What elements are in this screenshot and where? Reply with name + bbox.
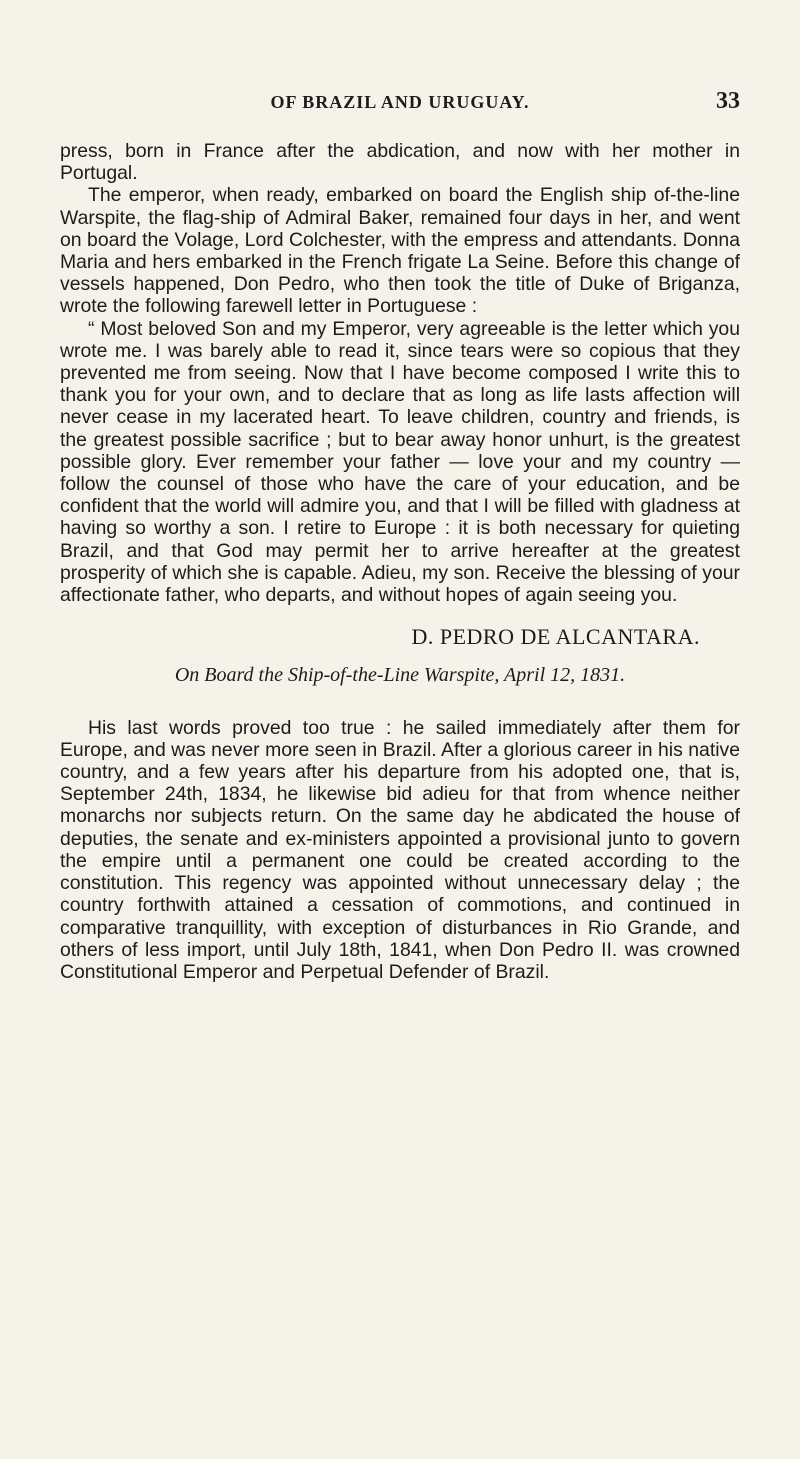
paragraph-continuation: press, born in France after the abdication, and now with her mother in Portugal. xyxy=(60,140,740,185)
running-head xyxy=(60,84,740,124)
letter-dateline: On Board the Ship-of-the-Line Warspite, April 12, 1831. xyxy=(174,664,626,687)
running-title: OF BRAZIL AND URUGUAY. xyxy=(270,92,530,112)
letter-signature: D. PEDRO DE ALCANTARA. xyxy=(411,624,700,650)
page-number: 33 xyxy=(716,88,740,114)
farewell-letter: “ Most beloved Son and my Emperor, very agreeable is the letter which you wrote me. I was barely able to read it, since tears were so copious that they prevented me from seeing. Now that I have become composed I write this to thank you for your own, and to declare that as long as life lasts affection will never cease in my lacerated heart. To leave children, country and friends, is the greatest possible sacrifice ; but to bear away honor unhurt, is the greatest possible glory. Ever remember your father — love your and my country — follow the counsel of those who have the care of your education, and be confident that the world will admire you, and that I will be filled with gladness at having so worthy a son. I retire to Europe : it is both necessary for quieting Brazil, and that God may permit her to arrive hereafter at the greatest prosperity of which she is capable. Adieu, my son. Receive the blessing of your affectionate father, who departs, and without hopes of again seeing you. xyxy=(60,317,740,607)
paragraph-last-words: His last words proved too true : he sailed immediately after them for Europe, and was never more seen in Brazil. After a glorious career in his native country, and a few years after his departure from his adopted one, that is, September 24th, 1834, he likewise bid adieu for that from whence neither monarchs nor subjects return. On the same day he abdicated the house of deputies, the senate and ex-ministers appointed a provisional junto to govern the empire until a permanent one could be created according to the constitution. This regency was appointed without unnecessary delay ; the country forthwith attained a cessation of commotions, and continued in comparative tranquillity, with exception of disturbances in Rio Grande, and others of less import, until July 18th, 1841, when Don Pedro II. was crowned Constitutional Emperor and Perpetual Defender of Brazil. xyxy=(60,716,740,983)
body-text xyxy=(60,140,740,983)
paragraph-emperor-embarks: The emperor, when ready, embarked on board the English ship of-the-line Warspite, the flag-ship of Admiral Baker, remained four days in her, and went on board the Volage, Lord Colchester, with the empress and attendants. Donna Maria and hers embarked in the French frigate La Seine. Before this change of vessels happened, Don Pedro, who then took the title of Duke of Briganza, wrote the following farewell letter in Portuguese : xyxy=(60,184,740,318)
